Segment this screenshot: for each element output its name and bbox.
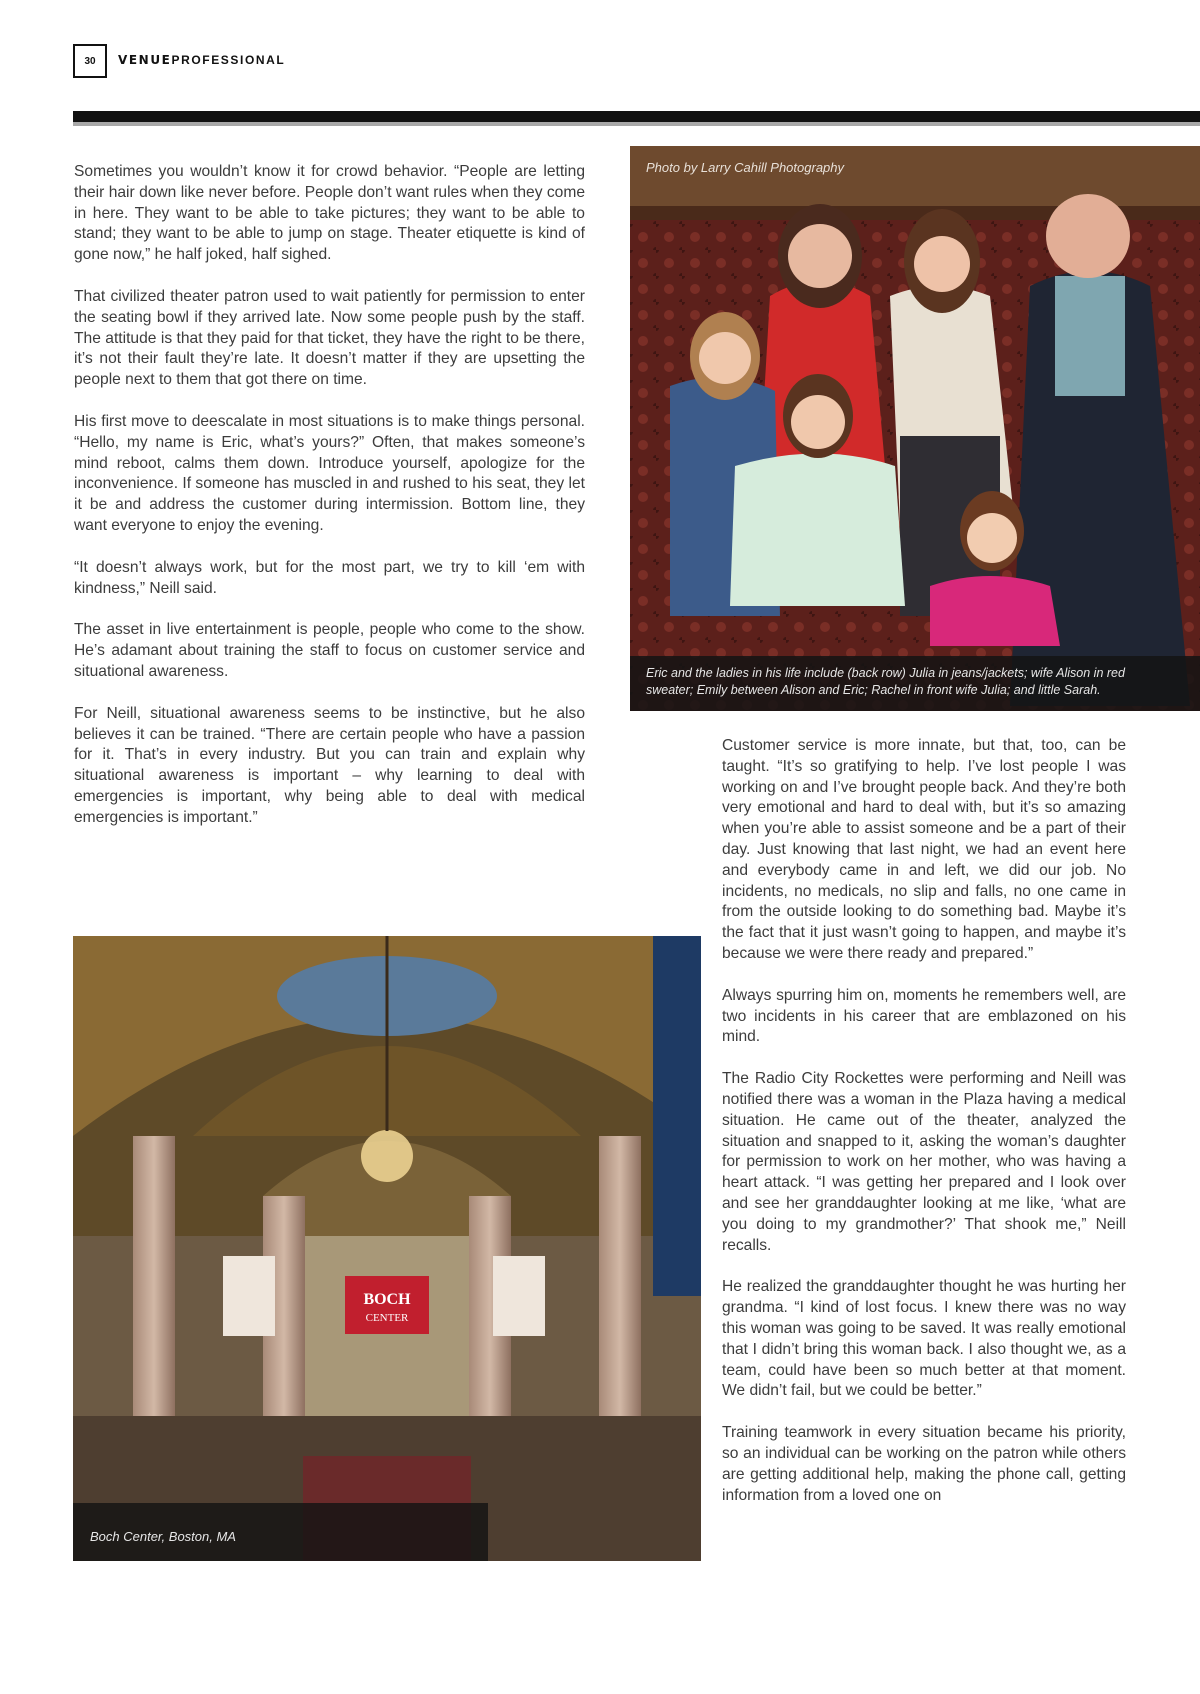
boch-sign-line2: CENTER [365, 1312, 409, 1324]
paragraph: Training teamwork in every situation became his priority, so an individual can be working on the patron while others are getting additional help, making the phone call, getting information from a loved one on [722, 1424, 1126, 1504]
paragraph: He realized the granddaughter thought he was hurting her grandma. “I kind of lost focus. I knew there was no way this woman was going to be saved. It was really emotional that I didn’t bring this woman back. I also thought we, as a team, could have been so much better at that moment. We didn’t fail, but we could be better.” [722, 1278, 1126, 1400]
family-photo [630, 146, 1200, 711]
page-number: 30 [73, 44, 107, 78]
masthead-brand-rest: PROFESSIONAL [171, 53, 286, 67]
photo-credit: Photo by Larry Cahill Photography [646, 160, 845, 175]
left-text-column [74, 162, 585, 850]
paragraph: That civilized theater patron used to wait patiently for permission to enter the seating bowl if they arrived late. Now some people push by the staff. The attitude is that they paid for that ticket, they have the right to be there, it’s not their fault they’re late. It doesn’t matter if they are upsetting the people next to them that got there on time. [74, 287, 585, 389]
boch-sign-line1: BOCH [363, 1291, 411, 1308]
family-photo-illustration [630, 146, 1200, 711]
paragraph: Always spurring him on, moments he remembers well, are two incidents in his career that are emblazoned on his mind. [722, 986, 1126, 1046]
masthead [118, 53, 285, 67]
family-photo-caption: Eric and the ladies in his life include (back row) Julia in jeans/jackets; wife Alison in red sweater; Emily between Alison and Eric; Rachel in front wife Julia; and little Sarah. [630, 656, 1200, 711]
paragraph: For Neill, situational awareness seems to be instinctive, but he also believes it can be trained. “There are certain people who have a passion for it. That’s in every industry. But you can train and explain why situational awareness is important – why learning to deal with emergencies is important, why being able to deal with medical emergencies is important.” [74, 704, 585, 826]
paragraph: His first move to deescalate in most situations is to make things personal. “Hello, my name is Eric, what’s yours?” Often, that makes someone’s mind reboot, calms them down. Introduce yourself, apologize for the inconvenience. If someone has muscled in and rushed to his seat, they let it be and address the customer during intermission. Bottom line, they want everyone to enjoy the evening. [74, 412, 585, 534]
paragraph: “It doesn’t always work, but for the most part, we try to kill ‘em with kindness,” Neill said. [74, 558, 585, 597]
paragraph: The Radio City Rockettes were performing and Neill was notified there was a woman in the Plaza having a medical situation. He came out of the theater, analyzed the situation and snapped to it, asking the woman’s daughter for permission to work on her mother, who was having a heart attack. “I was getting her prepared and I look over and see her granddaughter looking at me like, ‘what are you doing to my grandmother?’ That shook me,” Neill recalls. [722, 1070, 1126, 1254]
boch-photo-caption: Boch Center, Boston, MA [90, 1529, 236, 1544]
header-rule-black [73, 111, 1200, 122]
boch-center-photo [73, 936, 701, 1561]
boch-center-illustration [73, 936, 701, 1561]
header-rule-grey [73, 122, 1200, 126]
paragraph: The asset in live entertainment is people, people who come to the show. He’s adamant about training the staff to focus on customer service and situational awareness. [74, 621, 585, 680]
masthead-brand-bold: VENUE [118, 53, 172, 67]
paragraph: Customer service is more innate, but that, too, can be taught. “It’s so gratifying to help. I’ve lost people I was working on and I’ve brought people back. And they’re both very emotional and hard to deal with, but it’s so amazing when you’re able to assist someone and be a part of their day. Just knowing that last night, we had an event here and everybody came in and left, we did our job. No incidents, no medicals, no slip and falls, no one came in from the outside looking to do something bad. Maybe it’s the fact that it just wasn’t going to happen, and maybe it’s because we were there ready and prepared.” [722, 737, 1126, 962]
paragraph: Sometimes you wouldn’t know it for crowd behavior. “People are letting their hair down like never before. People don’t want rules when they come in here. They want to be able to take pictures; they want to be able to stand; they want to be able to jump on stage. Theater etiquette is kind of gone now,” he half joked, half sighed. [74, 163, 585, 264]
